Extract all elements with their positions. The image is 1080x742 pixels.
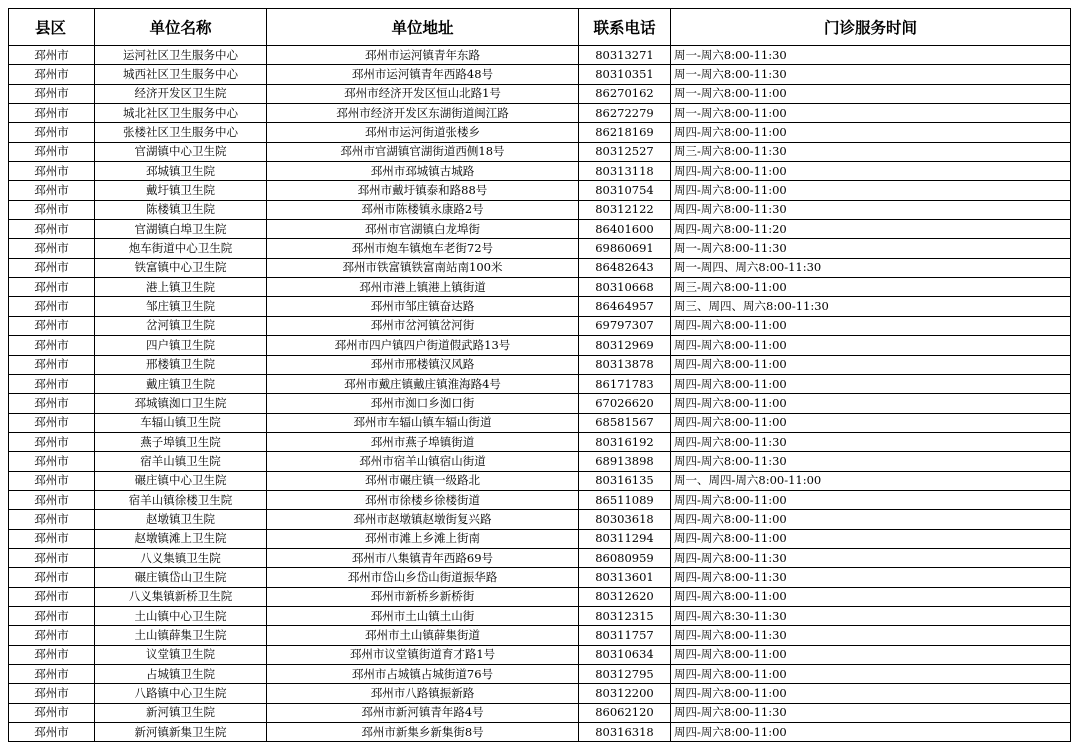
- cell-service-hours: 周一-周六8:00-11:30: [671, 239, 1071, 258]
- cell-unit-address: 邳州市燕子埠镇街道: [267, 432, 579, 451]
- cell-unit-address: 邳州市戴庄镇戴庄镇淮海路4号: [267, 374, 579, 393]
- cell-unit-address: 邳州市土山镇薛集街道: [267, 626, 579, 645]
- cell-service-hours: 周四-周六8:00-11:30: [671, 452, 1071, 471]
- cell-unit-address: 邳州市车辐山镇车辐山街道: [267, 413, 579, 432]
- cell-phone: 80312200: [579, 684, 671, 703]
- table-row: [9, 374, 1071, 393]
- table-row: [9, 123, 1071, 142]
- cell-unit-address: 邳州市炮车镇炮车老街72号: [267, 239, 579, 258]
- cell-county: 邳州市: [9, 568, 95, 587]
- cell-phone: 86482643: [579, 258, 671, 277]
- table-row: [9, 239, 1071, 258]
- cell-unit-name: 官湖镇中心卫生院: [95, 142, 267, 161]
- cell-unit-name: 土山镇薛集卫生院: [95, 626, 267, 645]
- cell-service-hours: 周四-周六8:00-11:30: [671, 432, 1071, 451]
- cell-unit-name: 炮车街道中心卫生院: [95, 239, 267, 258]
- cell-county: 邳州市: [9, 529, 95, 548]
- cell-phone: 80312969: [579, 336, 671, 355]
- cell-phone: 86270162: [579, 84, 671, 103]
- cell-service-hours: 周三、周四、周六8:00-11:30: [671, 297, 1071, 316]
- table-row: [9, 703, 1071, 722]
- header-unit-address: 单位地址: [267, 9, 579, 46]
- cell-county: 邳州市: [9, 200, 95, 219]
- cell-unit-address: 邳州市运河镇青年东路: [267, 46, 579, 65]
- table-row: [9, 510, 1071, 529]
- cell-unit-address: 邳州市运河街道张楼乡: [267, 123, 579, 142]
- cell-unit-name: 占城镇卫生院: [95, 665, 267, 684]
- cell-unit-address: 邳州市四户镇四户街道假武路13号: [267, 336, 579, 355]
- cell-unit-name: 戴庄镇卫生院: [95, 374, 267, 393]
- cell-unit-address: 邳州市邳城镇古城路: [267, 162, 579, 181]
- cell-county: 邳州市: [9, 548, 95, 567]
- cell-service-hours: 周四-周六8:00-11:00: [671, 123, 1071, 142]
- cell-county: 邳州市: [9, 65, 95, 84]
- cell-unit-address: 邳州市八路镇振新路: [267, 684, 579, 703]
- cell-county: 邳州市: [9, 684, 95, 703]
- header-county: 县区: [9, 9, 95, 46]
- cell-unit-name: 铁富镇中心卫生院: [95, 258, 267, 277]
- cell-service-hours: 周四-周六8:00-11:00: [671, 316, 1071, 335]
- table-row: [9, 84, 1071, 103]
- table-row: [9, 684, 1071, 703]
- header-service-hours: 门诊服务时间: [671, 9, 1071, 46]
- cell-phone: 80313271: [579, 46, 671, 65]
- cell-phone: 80312620: [579, 587, 671, 606]
- cell-county: 邳州市: [9, 490, 95, 509]
- cell-unit-name: 邹庄镇卫生院: [95, 297, 267, 316]
- table-row: [9, 548, 1071, 567]
- cell-phone: 80312315: [579, 606, 671, 625]
- cell-phone: 67026620: [579, 394, 671, 413]
- cell-unit-name: 邢楼镇卫生院: [95, 355, 267, 374]
- cell-service-hours: 周三-周六8:00-11:00: [671, 278, 1071, 297]
- table-row: [9, 394, 1071, 413]
- cell-county: 邳州市: [9, 123, 95, 142]
- cell-unit-name: 城西社区卫生服务中心: [95, 65, 267, 84]
- cell-unit-name: 碾庄镇岱山卫生院: [95, 568, 267, 587]
- header-phone: 联系电话: [579, 9, 671, 46]
- cell-service-hours: 周四-周六8:00-11:00: [671, 355, 1071, 374]
- cell-service-hours: 周三-周六8:00-11:30: [671, 142, 1071, 161]
- cell-phone: 80311757: [579, 626, 671, 645]
- clinic-table-container: [8, 8, 1070, 742]
- table-row: [9, 490, 1071, 509]
- cell-unit-name: 戴圩镇卫生院: [95, 181, 267, 200]
- cell-service-hours: 周一-周六8:00-11:00: [671, 104, 1071, 123]
- cell-service-hours: 周一-周六8:00-11:30: [671, 65, 1071, 84]
- cell-unit-address: 邳州市铁富镇铁富南站南100米: [267, 258, 579, 277]
- cell-unit-name: 赵墩镇滩上卫生院: [95, 529, 267, 548]
- cell-unit-name: 赵墩镇卫生院: [95, 510, 267, 529]
- table-row: [9, 626, 1071, 645]
- cell-unit-name: 碾庄镇中心卫生院: [95, 471, 267, 490]
- cell-unit-address: 邳州市邢楼镇汉风路: [267, 355, 579, 374]
- cell-county: 邳州市: [9, 258, 95, 277]
- cell-service-hours: 周四-周六8:00-11:30: [671, 548, 1071, 567]
- cell-unit-name: 经济开发区卫生院: [95, 84, 267, 103]
- cell-county: 邳州市: [9, 162, 95, 181]
- cell-service-hours: 周四-周六8:00-11:00: [671, 374, 1071, 393]
- clinic-table: [8, 8, 1071, 742]
- cell-service-hours: 周一、周四-周六8:00-11:00: [671, 471, 1071, 490]
- cell-unit-address: 邳州市徐楼乡徐楼街道: [267, 490, 579, 509]
- cell-phone: 86080959: [579, 548, 671, 567]
- table-row: [9, 587, 1071, 606]
- cell-service-hours: 周四-周六8:00-11:00: [671, 510, 1071, 529]
- cell-service-hours: 周一-周六8:00-11:30: [671, 46, 1071, 65]
- cell-phone: 80312527: [579, 142, 671, 161]
- cell-county: 邳州市: [9, 181, 95, 200]
- cell-phone: 69797307: [579, 316, 671, 335]
- table-row: [9, 220, 1071, 239]
- cell-unit-address: 邳州市经济开发区东湖街道闽江路: [267, 104, 579, 123]
- cell-service-hours: 周一-周六8:00-11:00: [671, 84, 1071, 103]
- cell-service-hours: 周四-周六8:00-11:00: [671, 645, 1071, 664]
- cell-unit-address: 邳州市碾庄镇一级路北: [267, 471, 579, 490]
- table-row: [9, 258, 1071, 277]
- cell-unit-name: 八义集镇新桥卫生院: [95, 587, 267, 606]
- cell-phone: 80310754: [579, 181, 671, 200]
- cell-service-hours: 周四-周六8:00-11:00: [671, 529, 1071, 548]
- cell-service-hours: 周四-周六8:00-11:00: [671, 684, 1071, 703]
- cell-phone: 80313601: [579, 568, 671, 587]
- cell-unit-address: 邳州市新河镇青年路4号: [267, 703, 579, 722]
- cell-county: 邳州市: [9, 239, 95, 258]
- table-row: [9, 413, 1071, 432]
- cell-service-hours: 周四-周六8:00-11:00: [671, 490, 1071, 509]
- cell-service-hours: 周四-周六8:00-11:30: [671, 568, 1071, 587]
- cell-phone: 80310634: [579, 645, 671, 664]
- table-row: [9, 46, 1071, 65]
- cell-phone: 86464957: [579, 297, 671, 316]
- cell-service-hours: 周四-周六8:00-11:00: [671, 723, 1071, 742]
- cell-phone: 80316318: [579, 723, 671, 742]
- cell-county: 邳州市: [9, 297, 95, 316]
- cell-unit-address: 邳州市岔河镇岔河街: [267, 316, 579, 335]
- cell-unit-address: 邳州市戴圩镇泰和路88号: [267, 181, 579, 200]
- cell-unit-name: 运河社区卫生服务中心: [95, 46, 267, 65]
- cell-unit-address: 邳州市八集镇青年西路69号: [267, 548, 579, 567]
- cell-service-hours: 周四-周六8:00-11:00: [671, 665, 1071, 684]
- cell-phone: 80312795: [579, 665, 671, 684]
- cell-unit-name: 燕子埠镇卫生院: [95, 432, 267, 451]
- cell-service-hours: 周四-周六8:00-11:00: [671, 587, 1071, 606]
- table-row: [9, 432, 1071, 451]
- cell-county: 邳州市: [9, 510, 95, 529]
- cell-unit-address: 邳州市官湖镇官湖街道西侧18号: [267, 142, 579, 161]
- cell-unit-name: 港上镇卫生院: [95, 278, 267, 297]
- cell-county: 邳州市: [9, 142, 95, 161]
- cell-county: 邳州市: [9, 84, 95, 103]
- cell-county: 邳州市: [9, 278, 95, 297]
- cell-unit-address: 邳州市港上镇港上镇街道: [267, 278, 579, 297]
- table-row: [9, 665, 1071, 684]
- cell-phone: 68913898: [579, 452, 671, 471]
- cell-county: 邳州市: [9, 452, 95, 471]
- table-body: [9, 46, 1071, 742]
- cell-county: 邳州市: [9, 336, 95, 355]
- cell-county: 邳州市: [9, 606, 95, 625]
- cell-service-hours: 周四-周六8:00-11:00: [671, 181, 1071, 200]
- cell-county: 邳州市: [9, 316, 95, 335]
- cell-county: 邳州市: [9, 626, 95, 645]
- cell-unit-name: 邳城镇卫生院: [95, 162, 267, 181]
- cell-county: 邳州市: [9, 471, 95, 490]
- cell-county: 邳州市: [9, 587, 95, 606]
- cell-unit-name: 土山镇中心卫生院: [95, 606, 267, 625]
- cell-county: 邳州市: [9, 413, 95, 432]
- cell-county: 邳州市: [9, 665, 95, 684]
- cell-county: 邳州市: [9, 703, 95, 722]
- table-row: [9, 104, 1071, 123]
- cell-unit-address: 邳州市邹庄镇奋达路: [267, 297, 579, 316]
- cell-phone: 80311294: [579, 529, 671, 548]
- table-row: [9, 316, 1071, 335]
- cell-phone: 68581567: [579, 413, 671, 432]
- cell-unit-name: 岔河镇卫生院: [95, 316, 267, 335]
- cell-phone: 86401600: [579, 220, 671, 239]
- header-unit-name: 单位名称: [95, 9, 267, 46]
- cell-phone: 80303618: [579, 510, 671, 529]
- cell-phone: 80316135: [579, 471, 671, 490]
- cell-phone: 86171783: [579, 374, 671, 393]
- cell-phone: 86272279: [579, 104, 671, 123]
- cell-unit-address: 邳州市岱山乡岱山街道振华路: [267, 568, 579, 587]
- cell-unit-name: 宿羊山镇徐楼卫生院: [95, 490, 267, 509]
- cell-unit-name: 四户镇卫生院: [95, 336, 267, 355]
- cell-phone: 86218169: [579, 123, 671, 142]
- cell-unit-address: 邳州市陈楼镇永康路2号: [267, 200, 579, 219]
- table-row: [9, 606, 1071, 625]
- cell-phone: 80313118: [579, 162, 671, 181]
- cell-service-hours: 周四-周六8:30-11:30: [671, 606, 1071, 625]
- cell-county: 邳州市: [9, 723, 95, 742]
- cell-unit-name: 新河镇卫生院: [95, 703, 267, 722]
- table-row: [9, 162, 1071, 181]
- cell-county: 邳州市: [9, 374, 95, 393]
- table-row: [9, 529, 1071, 548]
- cell-phone: 80316192: [579, 432, 671, 451]
- cell-phone: 80310351: [579, 65, 671, 84]
- cell-service-hours: 周四-周六8:00-11:00: [671, 162, 1071, 181]
- cell-unit-name: 八义集镇卫生院: [95, 548, 267, 567]
- cell-unit-name: 宿羊山镇卫生院: [95, 452, 267, 471]
- cell-unit-address: 邳州市占城镇占城街道76号: [267, 665, 579, 684]
- cell-unit-address: 邳州市滩上乡滩上街南: [267, 529, 579, 548]
- cell-unit-address: 邳州市新桥乡新桥街: [267, 587, 579, 606]
- cell-service-hours: 周四-周六8:00-11:30: [671, 200, 1071, 219]
- cell-service-hours: 周一-周四、周六8:00-11:30: [671, 258, 1071, 277]
- table-row: [9, 181, 1071, 200]
- cell-unit-name: 议堂镇卫生院: [95, 645, 267, 664]
- cell-service-hours: 周四-周六8:00-11:30: [671, 626, 1071, 645]
- cell-phone: 80310668: [579, 278, 671, 297]
- cell-phone: 80313878: [579, 355, 671, 374]
- cell-unit-name: 官湖镇白埠卫生院: [95, 220, 267, 239]
- cell-phone: 86511089: [579, 490, 671, 509]
- cell-unit-address: 邳州市运河镇青年西路48号: [267, 65, 579, 84]
- table-row: [9, 471, 1071, 490]
- cell-county: 邳州市: [9, 355, 95, 374]
- cell-county: 邳州市: [9, 645, 95, 664]
- cell-unit-name: 邳城镇洳口卫生院: [95, 394, 267, 413]
- cell-unit-address: 邳州市赵墩镇赵墩街复兴路: [267, 510, 579, 529]
- cell-unit-address: 邳州市议堂镇街道育才路1号: [267, 645, 579, 664]
- table-row: [9, 65, 1071, 84]
- cell-unit-address: 邳州市新集乡新集街8号: [267, 723, 579, 742]
- cell-unit-name: 车辐山镇卫生院: [95, 413, 267, 432]
- cell-unit-address: 邳州市宿羊山镇宿山街道: [267, 452, 579, 471]
- cell-county: 邳州市: [9, 46, 95, 65]
- cell-service-hours: 周四-周六8:00-11:00: [671, 336, 1071, 355]
- table-row: [9, 278, 1071, 297]
- table-row: [9, 452, 1071, 471]
- cell-unit-address: 邳州市经济开发区恒山北路1号: [267, 84, 579, 103]
- cell-county: 邳州市: [9, 220, 95, 239]
- cell-county: 邳州市: [9, 394, 95, 413]
- cell-unit-name: 八路镇中心卫生院: [95, 684, 267, 703]
- cell-unit-name: 张楼社区卫生服务中心: [95, 123, 267, 142]
- cell-phone: 69860691: [579, 239, 671, 258]
- table-row: [9, 142, 1071, 161]
- table-row: [9, 200, 1071, 219]
- cell-unit-address: 邳州市洳口乡洳口街: [267, 394, 579, 413]
- cell-service-hours: 周四-周六8:00-11:00: [671, 413, 1071, 432]
- cell-county: 邳州市: [9, 104, 95, 123]
- table-row: [9, 645, 1071, 664]
- table-row: [9, 355, 1071, 374]
- table-row: [9, 297, 1071, 316]
- cell-service-hours: 周四-周六8:00-11:20: [671, 220, 1071, 239]
- cell-unit-address: 邳州市土山镇土山街: [267, 606, 579, 625]
- cell-service-hours: 周四-周六8:00-11:30: [671, 703, 1071, 722]
- cell-phone: 86062120: [579, 703, 671, 722]
- cell-unit-name: 陈楼镇卫生院: [95, 200, 267, 219]
- table-row: [9, 336, 1071, 355]
- table-header-row: [9, 9, 1071, 46]
- cell-unit-address: 邳州市官湖镇白龙埠街: [267, 220, 579, 239]
- cell-unit-name: 新河镇新集卫生院: [95, 723, 267, 742]
- cell-county: 邳州市: [9, 432, 95, 451]
- cell-service-hours: 周四-周六8:00-11:00: [671, 394, 1071, 413]
- cell-unit-name: 城北社区卫生服务中心: [95, 104, 267, 123]
- cell-phone: 80312122: [579, 200, 671, 219]
- table-row: [9, 568, 1071, 587]
